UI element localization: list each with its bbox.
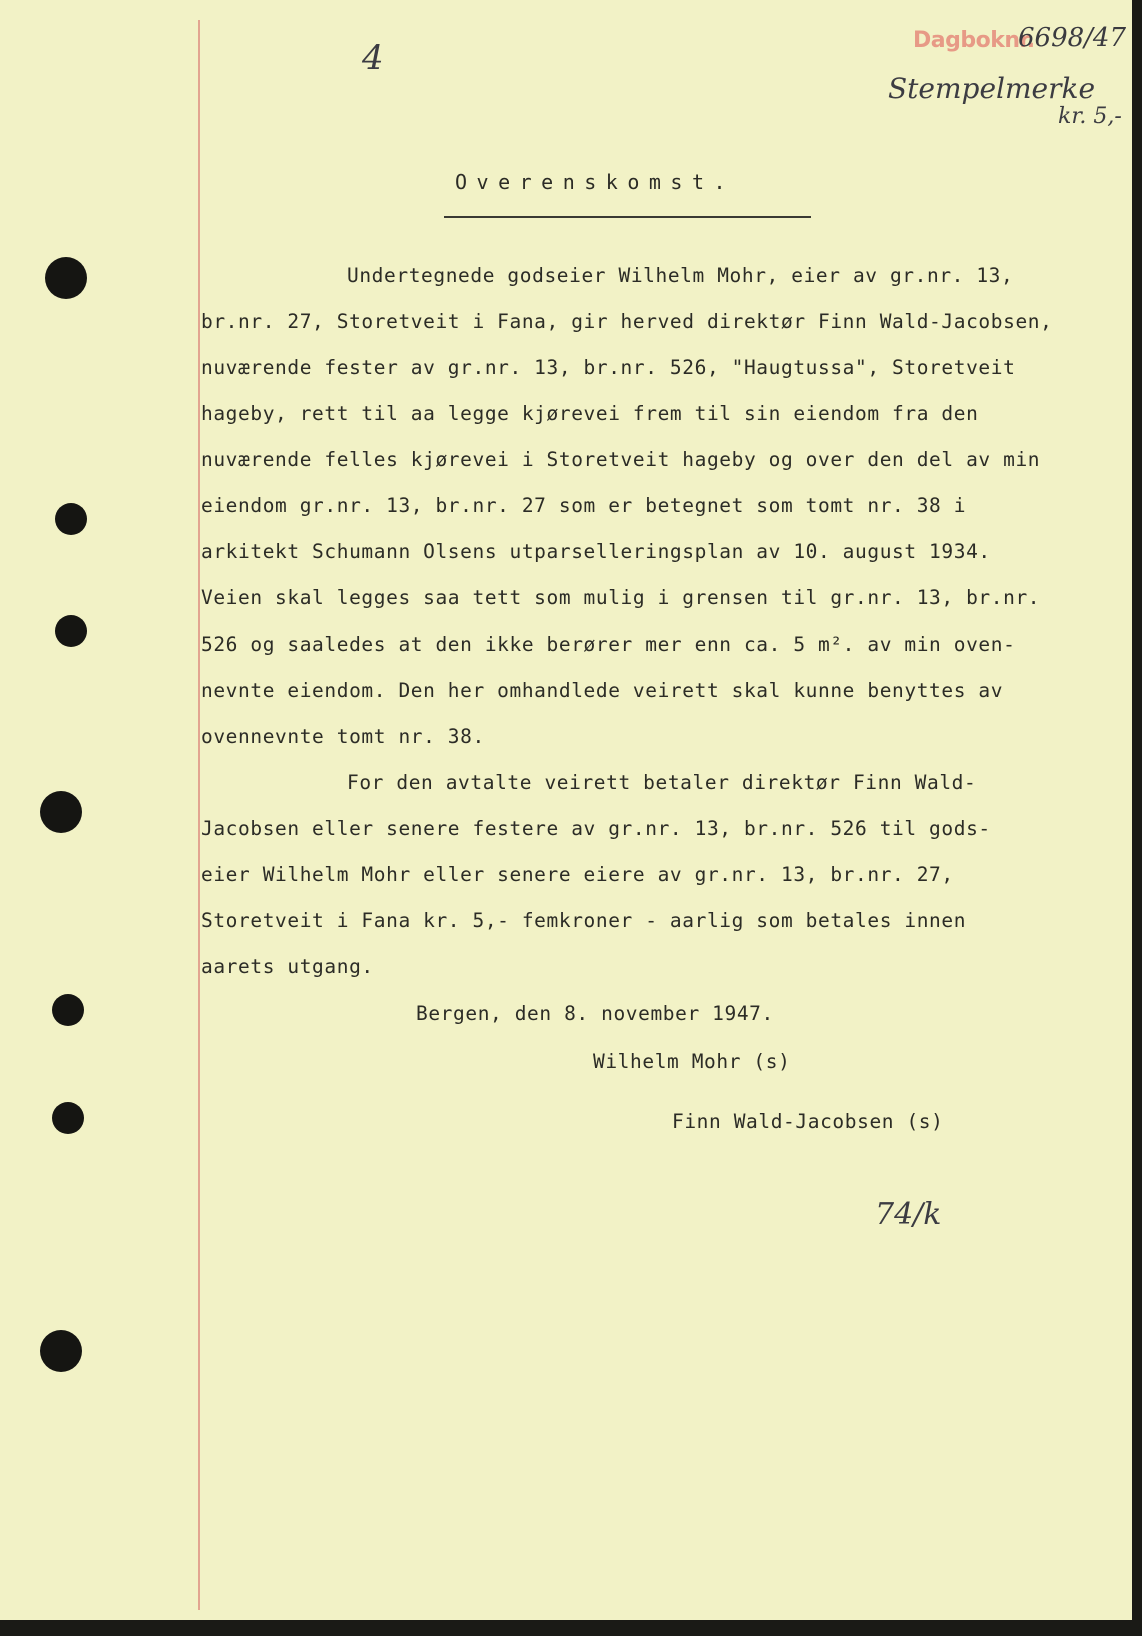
body-line: Undertegnede godseier Wilhelm Mohr, eier av gr.nr. 13,: [347, 264, 1014, 287]
punch-hole: [52, 994, 84, 1026]
punch-hole: [40, 1330, 82, 1372]
punch-hole: [55, 503, 87, 535]
body-line: aarets utgang.: [201, 955, 374, 978]
body-line: Jacobsen eller senere festere av gr.nr. 13, br.nr. 526 til gods-: [201, 817, 991, 840]
body-line: nevnte eiendom. Den her omhandlede veirett skal kunne benyttes av: [201, 679, 1004, 702]
body-line: ovennevnte tomt nr. 38.: [201, 725, 485, 748]
punch-hole: [52, 1102, 84, 1134]
body-line: For den avtalte veirett betaler direktør Finn Wald-: [347, 771, 977, 794]
body-line: nuværende fester av gr.nr. 13, br.nr. 526, "Haugtussa", Storetveit: [201, 356, 1016, 379]
body-line: Veien skal legges saa tett som mulig i grensen til gr.nr. 13, br.nr.: [201, 586, 1041, 609]
body-line: nuværende felles kjørevei i Storetveit hageby og over den del av min: [201, 448, 1041, 471]
handwritten-initials: 74/k: [875, 1197, 942, 1232]
body-line: br.nr. 27, Storetveit i Fana, gir herved direktør Finn Wald-Jacobsen,: [201, 310, 1053, 333]
body-line: eier Wilhelm Mohr eller senere eiere av gr.nr. 13, br.nr. 27,: [201, 863, 954, 886]
document-title: Overenskomst.: [455, 170, 736, 194]
body-line: Storetveit i Fana kr. 5,- femkroner - aarlig som betales innen: [201, 909, 967, 932]
punch-hole: [55, 615, 87, 647]
handwritten-stamp-amount: kr. 5,-: [1058, 104, 1122, 129]
margin-rule: [198, 20, 200, 1610]
journal-stamp: Dagboknr.: [913, 28, 1035, 53]
title-underline: [444, 216, 811, 218]
handwritten-page-mark: 4: [362, 38, 384, 78]
body-line: 526 og saaledes at den ikke berører mer enn ca. 5 m². av min oven-: [201, 633, 1016, 656]
punch-hole: [45, 257, 87, 299]
signature-mohr: Wilhelm Mohr (s): [593, 1050, 791, 1073]
place-date: Bergen, den 8. november 1947.: [416, 1002, 774, 1025]
handwritten-stamp-note: Stempelmerke: [888, 72, 1096, 105]
journal-number: 6698/47: [1018, 23, 1127, 53]
body-line: arkitekt Schumann Olsens utparselleringsplan av 10. august 1934.: [201, 540, 991, 563]
punch-hole: [40, 791, 82, 833]
body-line: eiendom gr.nr. 13, br.nr. 27 som er betegnet som tomt nr. 38 i: [201, 494, 967, 517]
signature-wald-jacobsen: Finn Wald-Jacobsen (s): [672, 1110, 944, 1133]
body-line: hageby, rett til aa legge kjørevei frem til sin eiendom fra den: [201, 402, 979, 425]
